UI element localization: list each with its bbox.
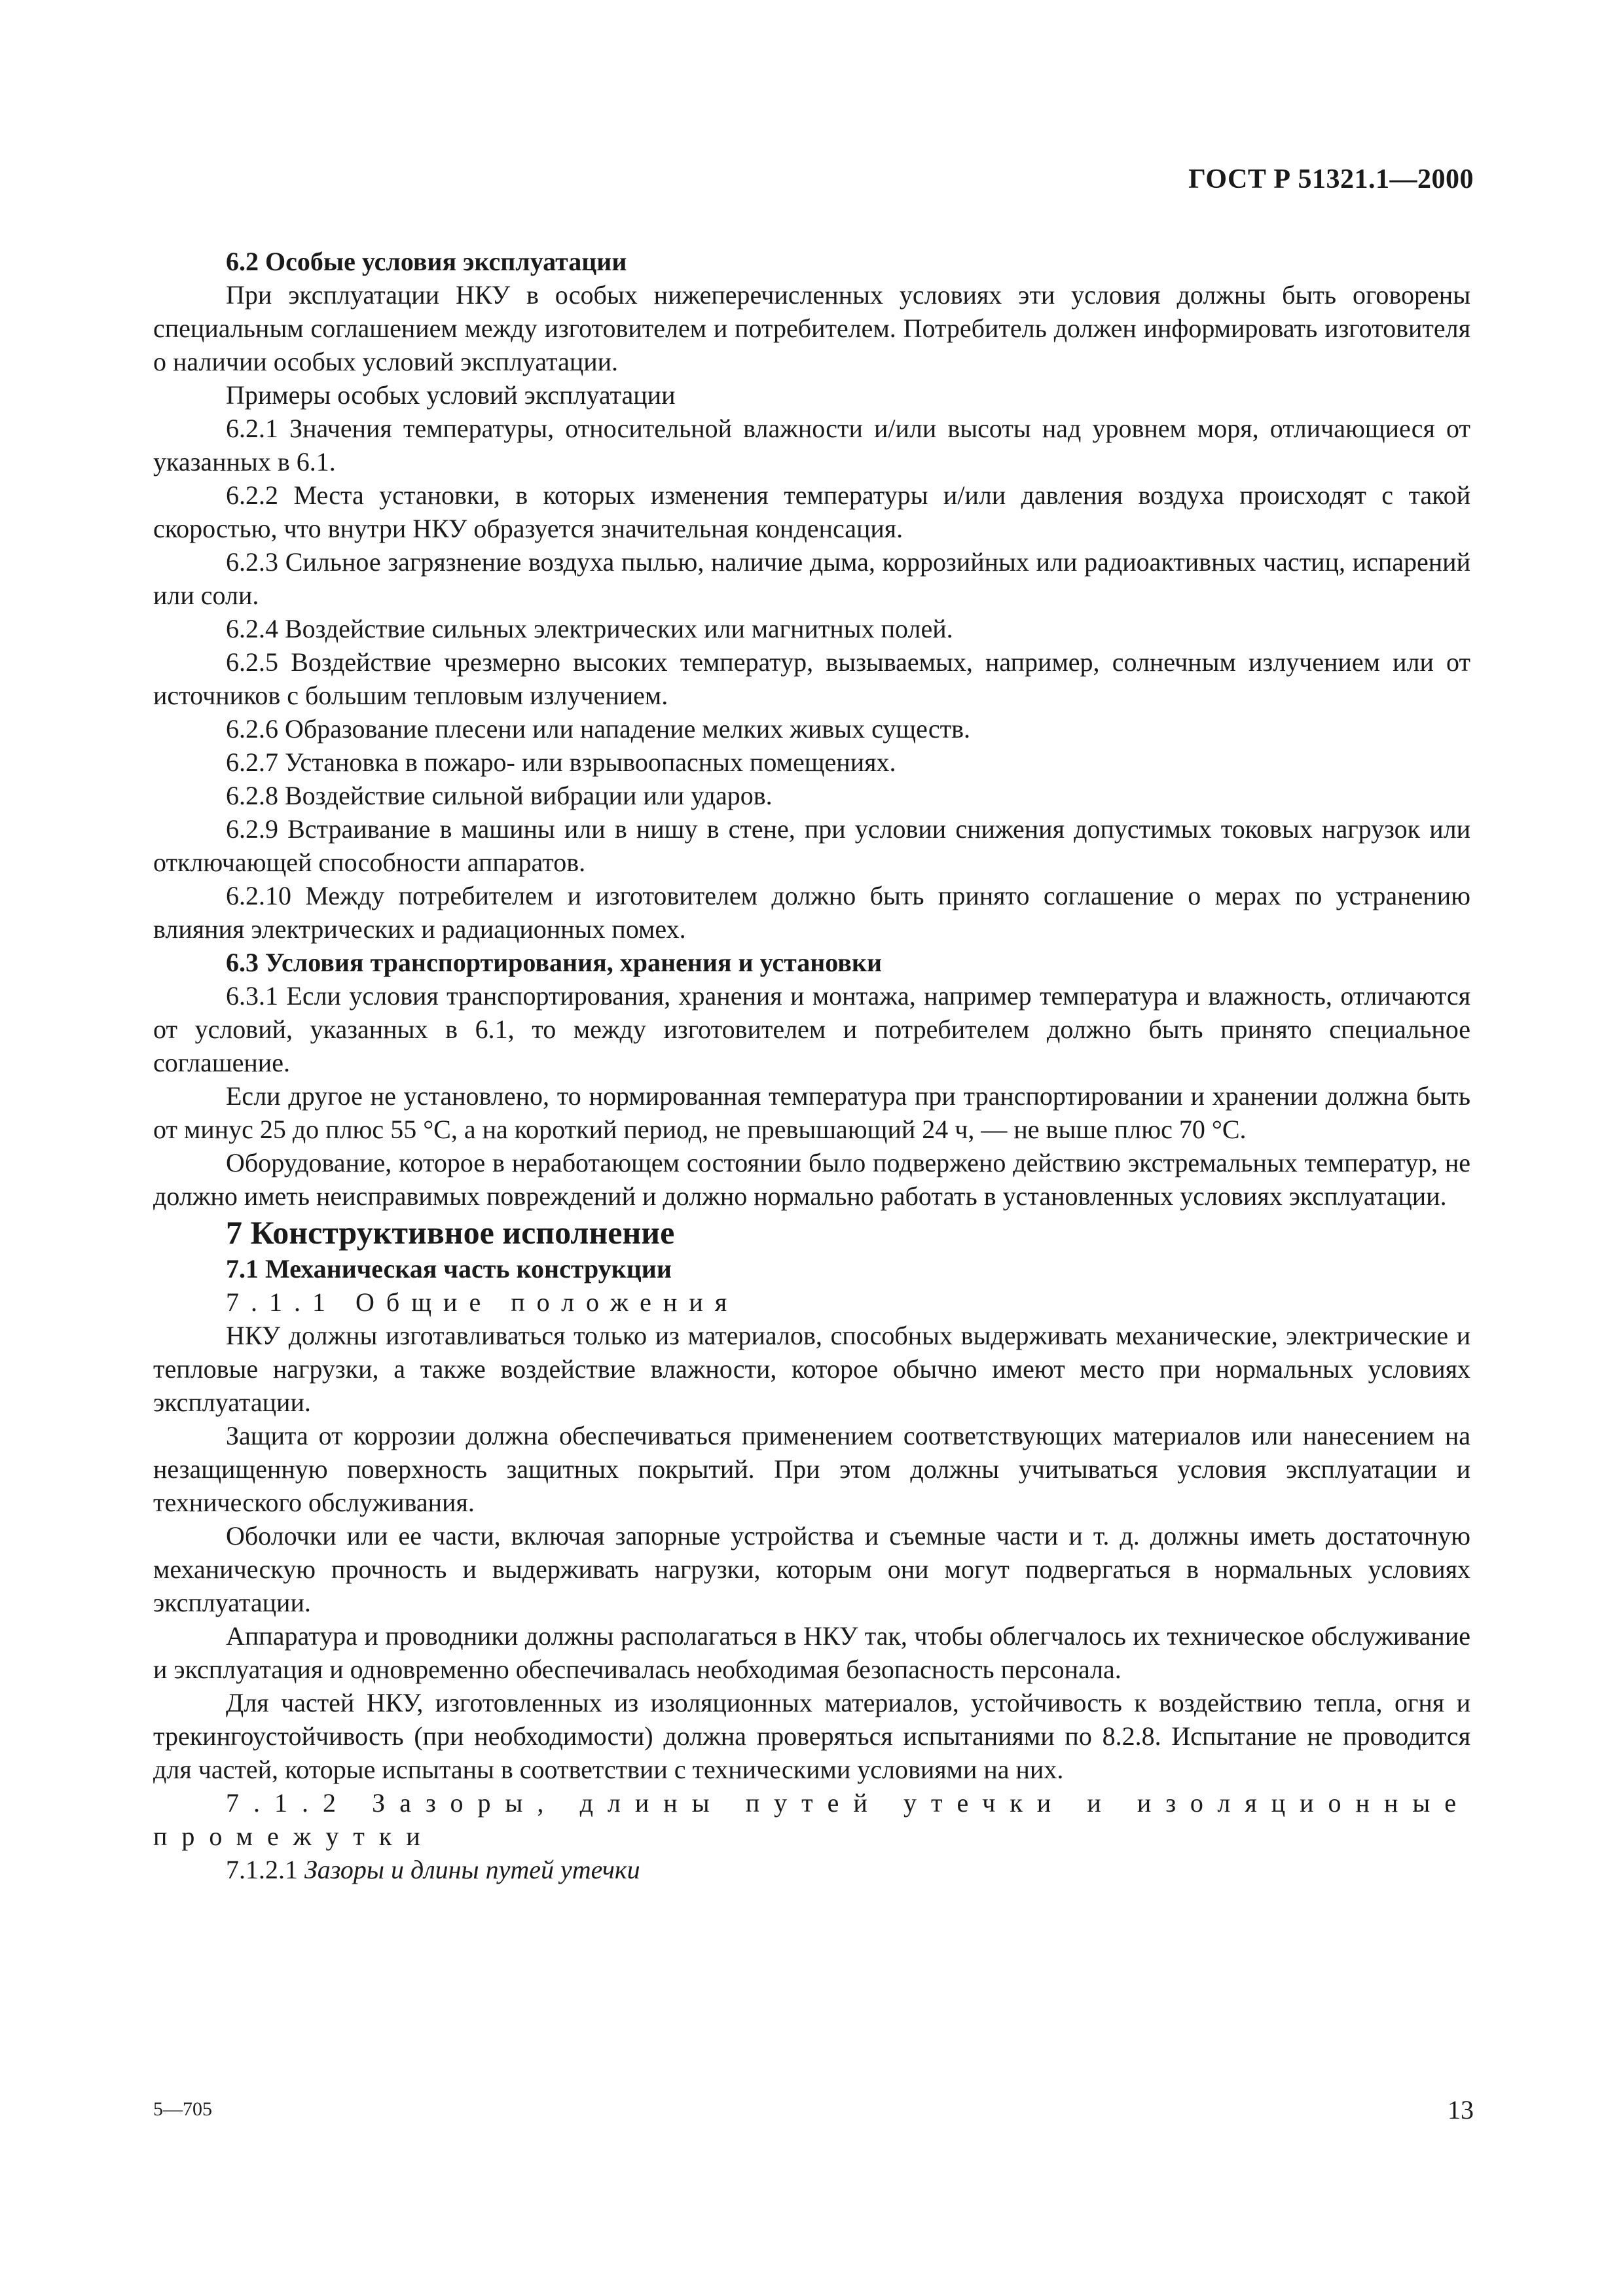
page-number: 13	[1448, 2095, 1474, 2125]
section-title-7: 7 Конструктивное исполнение	[226, 1214, 675, 1251]
heading-7-1-1: 7.1.1 Общие положения	[226, 1287, 739, 1317]
paragraph: Для частей НКУ, изготовленных из изоляционных материалов, устойчивость к воздействию тепла, огня и трекингоустойчивость (при необходимости) должна проверяться испытаниями по 8.2.8. Испытание не проводится для частей, которые испытаны в соответствии с техническими условиями на них.	[153, 1688, 1470, 1784]
list-item: 6.2.6 Образование плесени или нападение мелких живых существ.	[226, 714, 970, 744]
list-item: 6.2.7 Установка в пожаро- или взрывоопасных помещениях.	[226, 747, 896, 777]
paragraph: Оболочки или ее части, включая запорные устройства и съемные части и т. д. должны иметь достаточную механическую прочность и выдерживать нагрузки, которым они могут подвергаться в нормальных условиях эксплуатации.	[153, 1521, 1470, 1617]
list-item: 6.2.8 Воздействие сильной вибрации или ударов.	[226, 781, 773, 810]
paragraph: При эксплуатации НКУ в особых нижеперечисленных условиях эти условия должны быть оговорены специальным соглашением между изготовителем и потребителем. Потребитель должен информировать изготовителя о наличии особых условий эксплуатации.	[153, 280, 1470, 376]
heading-6-3: 6.3 Условия транспортирования, хранения и установки	[226, 948, 882, 977]
list-item: 6.2.1 Значения температуры, относительной влажности и/или высоты над уровнем моря, отличающиеся от указанных в 6.1.	[153, 414, 1470, 476]
heading-7-1-2-1-number: 7.1.2.1	[226, 1855, 298, 1884]
paragraph: 6.3.1 Если условия транспортирования, хранения и монтажа, например температура и влажность, отличаются от условий, указанных в 6.1, то между изготовителем и потребителем должно быть принято специальное соглашение.	[153, 981, 1470, 1077]
paragraph: НКУ должны изготавливаться только из материалов, способных выдерживать механические, электрические и тепловые нагрузки, а также воздействие влажности, которое обычно имеют место при нормальных условиях эксплуатации.	[153, 1321, 1470, 1417]
paragraph: Аппаратура и проводники должны располагаться в НКУ так, чтобы облегчалось их техническое обслуживание и эксплуатация и одновременно обеспечивалась необходимая безопасность персонала.	[153, 1621, 1470, 1684]
list-item: 6.2.3 Сильное загрязнение воздуха пылью, наличие дыма, коррозийных или радиоактивных частиц, испарений или соли.	[153, 547, 1470, 610]
heading-7-1: 7.1 Механическая часть конструкции	[226, 1254, 672, 1283]
standard-code: ГОСТ Р 51321.1—2000	[1188, 164, 1474, 194]
heading-6-2: 6.2 Особые условия эксплуатации	[226, 247, 627, 276]
paragraph: Защита от коррозии должна обеспечиваться применением соответствующих материалов или нанесением на незащищенную поверхность защитных покрытий. При этом должны учитываться условия эксплуатации и технического обслуживания.	[153, 1421, 1470, 1517]
heading-7-1-2-1-title: Зазоры и длины путей утечки	[304, 1855, 640, 1884]
paragraph: Примеры особых условий эксплуатации	[226, 380, 676, 410]
footer-print-code: 5—705	[153, 2098, 212, 2120]
paragraph: Оборудование, которое в неработающем состоянии было подвержено действию экстремальных температур, не должно иметь неисправимых повреждений и должно нормально работать в установленных условиях эксплуатации.	[153, 1148, 1470, 1211]
document-body	[153, 245, 1470, 1886]
list-item: 6.2.5 Воздействие чрезмерно высоких температур, вызываемых, например, солнечным излучением или от источников с большим тепловым излучением.	[153, 647, 1470, 710]
heading-7-1-2-1	[153, 1853, 1470, 1886]
list-item: 6.2.10 Между потребителем и изготовителем должно быть принято соглашение о мерах по устранению влияния электрических и радиационных помех.	[153, 881, 1470, 944]
list-item: 6.2.9 Встраивание в машины или в нишу в стене, при условии снижения допустимых токовых нагрузок или отключающей способности аппаратов.	[153, 814, 1470, 877]
list-item: 6.2.2 Места установки, в которых изменения температуры и/или давления воздуха происходят с такой скоростью, что внутри НКУ образуется значительная конденсация.	[153, 480, 1470, 543]
paragraph: Если другое не установлено, то нормированная температура при транспортировании и хранении должна быть от минус 25 до плюс 55 °С, а на короткий период, не превышающий 24 ч, — не выше плюс 70 °С.	[153, 1081, 1470, 1144]
heading-7-1-2: 7.1.2 Зазоры, длины путей утечки и изоляционные промежутки	[153, 1788, 1470, 1851]
list-item: 6.2.4 Воздействие сильных электрических или магнитных полей.	[226, 614, 953, 643]
